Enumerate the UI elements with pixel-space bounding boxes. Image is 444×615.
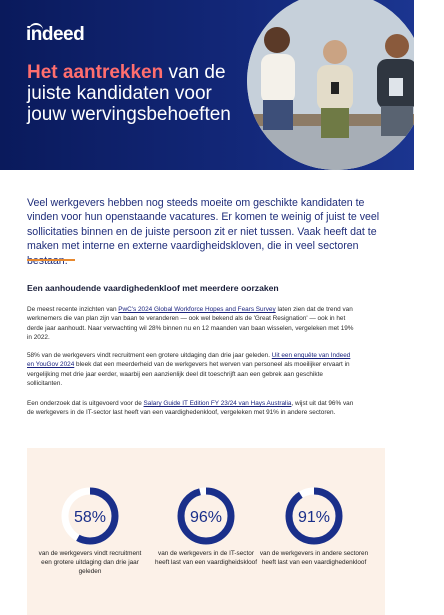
hero-title-rest: van de juiste kandidaten voor jouw wervingsbehoeften (27, 62, 231, 125)
hero-title-accent: Het aantrekken (27, 62, 164, 83)
hero-photo (247, 0, 414, 170)
paragraph-pwc (27, 305, 357, 343)
paragraph-text: Een onderzoek dat is uitgevoerd voor de (27, 400, 144, 407)
stat-value: 96% (189, 509, 223, 526)
stat-card (151, 486, 261, 568)
section-heading: Een aanhoudende vaardighedenkloof met meerdere oorzaken (27, 283, 279, 293)
yougov-survey-link[interactable]: Uit een enquête van Indeed en YouGov 2024 (27, 352, 351, 369)
stats-panel (27, 448, 385, 615)
hero-banner (0, 0, 414, 170)
progress-ring (284, 486, 344, 546)
stat-value: 91% (297, 509, 331, 526)
people-illustration-icon (247, 0, 414, 170)
stat-value: 58% (73, 509, 107, 526)
intro-paragraph: Veel werkgevers hebben nog steeds moeite om geschikte kandidaten te vinden voor hun openstaande vacatures. Er komen te weinig of juist te veel sollicitaties binnen en de juiste persoon zit er niet tussen. Vaak heeft dat te maken met interne en externe vaardigheidskloven, die in veel sectoren (27, 197, 380, 253)
section-divider (27, 259, 75, 261)
paragraph-yougov (27, 351, 357, 389)
hero-title (27, 62, 242, 125)
paragraph-text: 58% van de werkgevers vindt recruitment een grotere uitdaging dan drie jaar geleden. (27, 352, 272, 359)
pwc-survey-link[interactable]: PwC's 2024 Global Workforce Hopes and Fears Survey (118, 306, 276, 313)
hays-salary-guide-link[interactable]: Salary Guide IT Edition FY 23/24 van Hays Australia (143, 400, 292, 407)
indeed-logo[interactable]: indeed (26, 24, 85, 45)
paragraph-text: De meest recente inzichten van (27, 306, 119, 313)
stat-card (259, 486, 369, 568)
paragraph-hays (27, 399, 357, 418)
stat-caption: van de werkgevers in de IT-sector heeft last van een vaardigheidskloof (155, 550, 257, 566)
paragraph-text: , wijst uit dat 96% van de werkgevers in de IT-sector last heeft van een vaardighedenkloof, vergeleken met 91% in andere sectoren. (27, 400, 354, 417)
stat-caption: van de werkgevers in andere sectoren heeft last van een vaardighedenkloof (259, 550, 369, 566)
progress-ring (176, 486, 236, 546)
paragraph-text: bleek dat een meerderheid van de werkgevers het werven van personeel als moeilijker ervaart in vergelijking met drie jaar eerder, waarbij een aanzienlijk deel dit toeschrijft aan een gebrek aan geschikte sollicitanten. (27, 361, 350, 388)
stat-caption: van de werkgevers vindt recruitment een grotere uitdaging dan drie jaar geleden (38, 550, 142, 575)
paragraph-text: laten zien dat de trend van werknemers die van plan zijn van baan te veranderen — ook wel bekend als de 'Great Resignation' — ook in het derde jaar aanhoudt. Naar verwachting wil 28% binnen nu en 12 maanden van baan wisselen, vergeleken met 19% in 2022. (27, 306, 354, 342)
stat-card (35, 486, 145, 576)
progress-ring (60, 486, 120, 546)
